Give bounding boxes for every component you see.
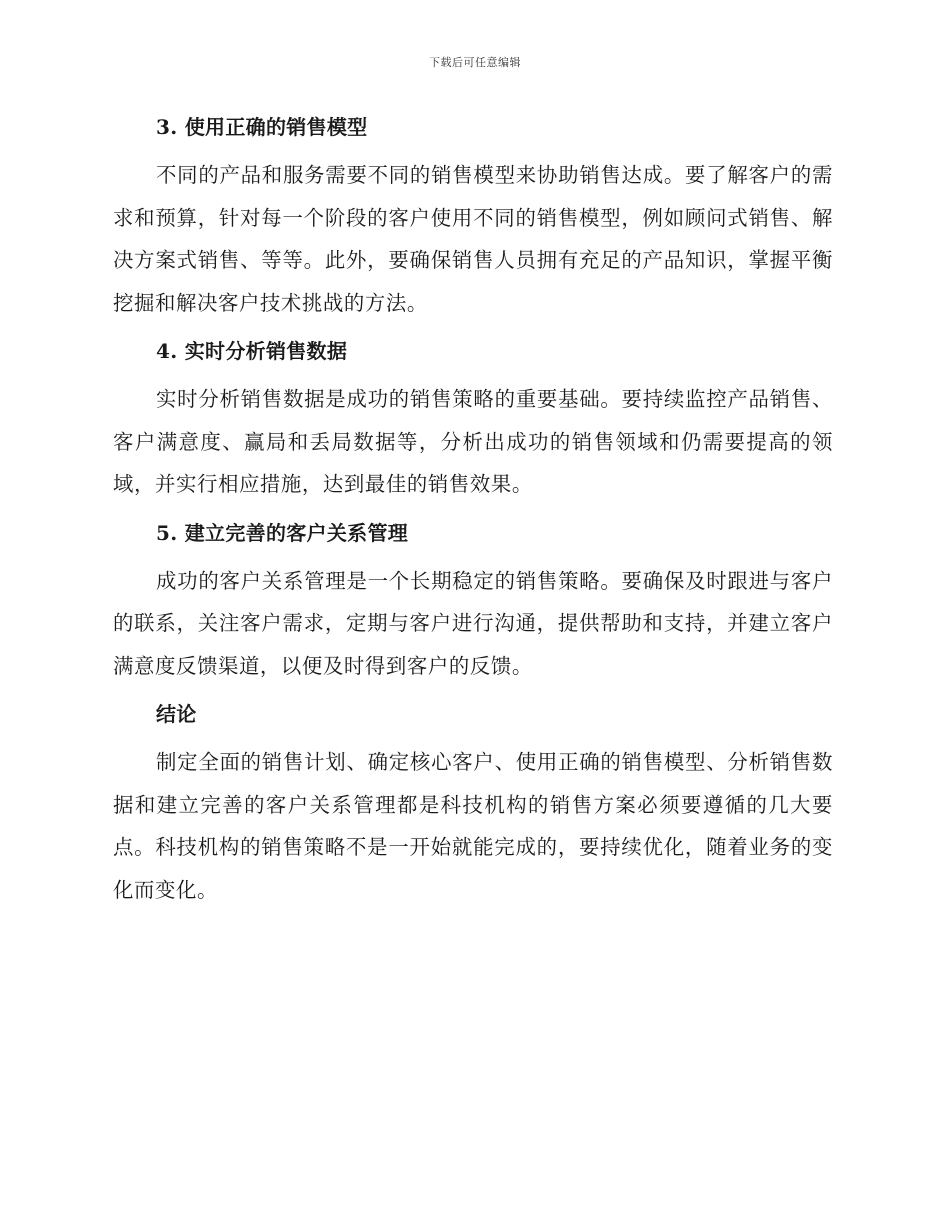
section-paragraph-conclusion: 制定全面的销售计划、确定核心客户、使用正确的销售模型、分析销售数据和建立完善的客户关系管理都是科技机构的销售方案必须要遵循的几大要点。科技机构的销售策略不是一开始就能完成的，要持续优化，随着业务的变化而变化。	[113, 750, 833, 902]
page-header: 下载后可任意编辑	[429, 56, 521, 69]
section-heading-crm: 5. 建立完善的客户关系管理	[156, 520, 409, 545]
section-paragraph-sales-data: 实时分析销售数据是成功的销售策略的重要基础。要持续监控产品销售、客户满意度、赢局和丢局数据等，分析出成功的销售领域和仍需要提高的领域，并实行相应措施，达到最佳的销售效果。	[113, 387, 833, 496]
section-heading-conclusion: 结论	[156, 702, 197, 726]
document-body	[113, 112, 833, 923]
section-paragraph-crm: 成功的客户关系管理是一个长期稳定的销售策略。要确保及时跟进与客户的联系，关注客户需求，定期与客户进行沟通，提供帮助和支持，并建立客户满意度反馈渠道，以便及时得到客户的反馈。	[113, 568, 833, 678]
section-heading-sales-model: 3. 使用正确的销售模型	[156, 115, 368, 139]
section-paragraph-sales-model: 不同的产品和服务需要不同的销售模型来协助销售达成。要了解客户的需求和预算，针对每一个阶段的客户使用不同的销售模型，例如顾问式销售、解决方案式销售、等等。此外，要确保销售人员拥有充足的产品知识，掌握平衡挖掘和解决客户技术挑战的方法。	[113, 163, 833, 315]
section-heading-sales-data: 4. 实时分析销售数据	[156, 339, 348, 363]
